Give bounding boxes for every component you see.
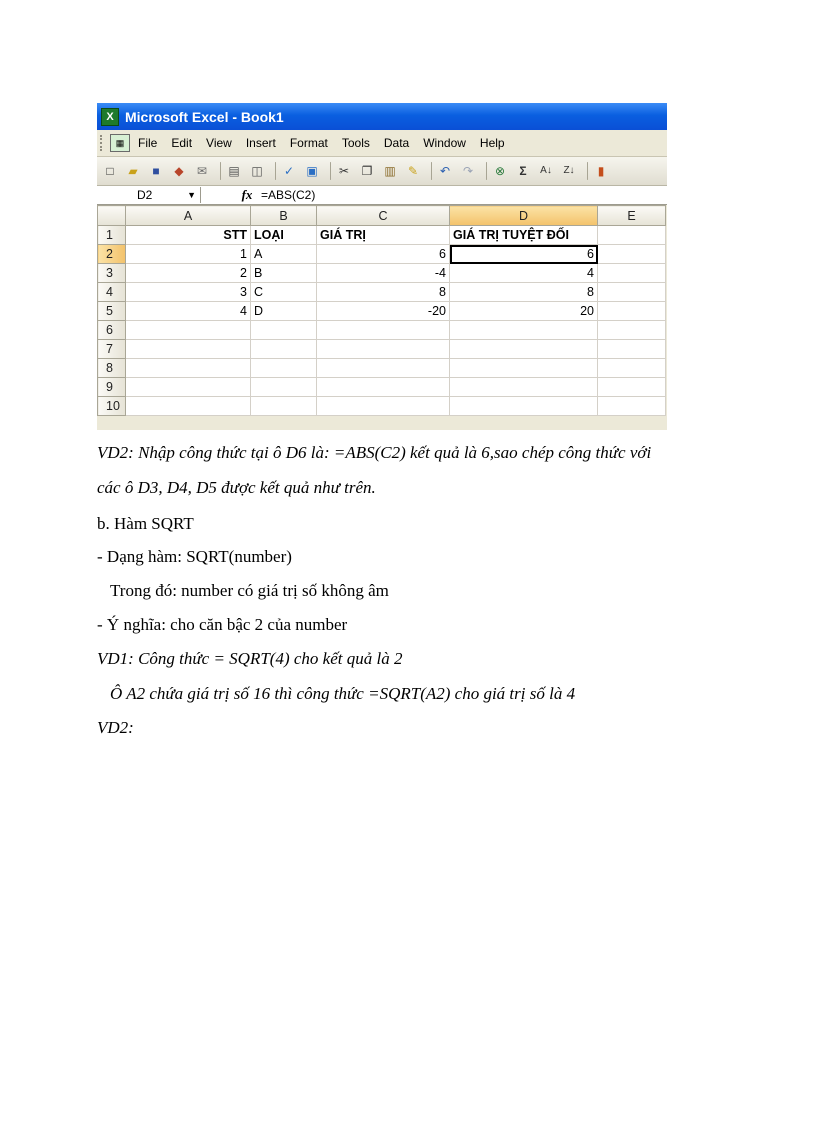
cell-c3[interactable]: -4 [317, 264, 450, 283]
chart-icon[interactable]: ▮ [597, 164, 605, 178]
research-icon[interactable]: ▣ [306, 164, 318, 178]
name-box-value: D2 [137, 188, 153, 202]
excel-screenshot [97, 103, 667, 430]
table-row [98, 378, 666, 397]
sqrt-vd2: VD2: [97, 718, 134, 737]
row-header[interactable]: 8 [98, 359, 126, 378]
column-header-a[interactable]: A [126, 206, 251, 226]
name-box[interactable] [97, 187, 201, 203]
save-icon[interactable]: ■ [152, 164, 160, 178]
grip-handle-icon [100, 135, 106, 151]
toolbar-separator [486, 162, 487, 180]
table-row [98, 226, 666, 245]
cell-a3[interactable]: 2 [126, 264, 251, 283]
excel-title-bar [97, 103, 667, 130]
format-painter-icon[interactable]: ✎ [407, 164, 419, 178]
menu-format[interactable]: Format [289, 136, 328, 150]
row-header[interactable]: 9 [98, 378, 126, 397]
column-header-c[interactable]: C [317, 206, 450, 226]
excel-title: Microsoft Excel - Book1 [125, 108, 284, 125]
standard-toolbar [97, 157, 667, 186]
open-icon[interactable]: ▰ [128, 164, 138, 178]
cell-a8[interactable] [126, 359, 251, 378]
table-row [98, 340, 666, 359]
autosum-icon[interactable]: Σ [519, 164, 527, 178]
menu-help[interactable]: Help [479, 136, 505, 150]
cell-d3[interactable]: 4 [450, 264, 598, 283]
cell-c9[interactable] [317, 378, 450, 397]
cell-c10[interactable] [317, 397, 450, 416]
cell-e4[interactable] [598, 283, 666, 302]
cell-a9[interactable] [126, 378, 251, 397]
toolbar-separator [431, 162, 432, 180]
cell-a4[interactable]: 3 [126, 283, 251, 302]
copy-icon[interactable]: ❐ [361, 164, 373, 178]
toolbar-separator [330, 162, 331, 180]
cell-d1[interactable]: GIÁ TRỊ TUYỆT ĐỐI [450, 226, 598, 245]
cell-d4[interactable]: 8 [450, 283, 598, 302]
cell-b10[interactable] [251, 397, 317, 416]
table-row [98, 264, 666, 283]
menu-data[interactable]: Data [383, 136, 410, 150]
row-header[interactable]: 3 [98, 264, 126, 283]
excel-logo-icon: X [101, 108, 119, 126]
formula-bar [97, 186, 667, 205]
sqrt-form: - Dạng hàm: SQRT(number) [97, 547, 292, 566]
excel-menu-bar [97, 130, 667, 157]
row-header[interactable]: 10 [98, 397, 126, 416]
cell-b9[interactable] [251, 378, 317, 397]
sqrt-vd1: VD1: Công thức = SQRT(4) cho kết quả là 2 [97, 649, 403, 668]
table-row [98, 245, 666, 264]
menu-tools[interactable]: Tools [341, 136, 370, 150]
sqrt-where: Trong đó: number có giá trị số không âm [110, 581, 389, 600]
cell-d10[interactable] [450, 397, 598, 416]
paste-icon[interactable]: ▥ [384, 164, 396, 178]
row-header[interactable]: 1 [98, 226, 126, 245]
cell-e2[interactable] [598, 245, 666, 264]
formula-input[interactable]: =ABS(C2) [261, 188, 316, 202]
row-header[interactable]: 2 [98, 245, 126, 264]
cell-d8[interactable] [450, 359, 598, 378]
cell-b7[interactable] [251, 340, 317, 359]
table-row [98, 302, 666, 321]
cell-c6[interactable] [317, 321, 450, 340]
cell-c8[interactable] [317, 359, 450, 378]
cell-c2[interactable]: 6 [317, 245, 450, 264]
cell-e7[interactable] [598, 340, 666, 359]
spreadsheet-grid [97, 205, 666, 416]
row-header[interactable]: 7 [98, 340, 126, 359]
sort-desc-icon[interactable]: Z↓ [563, 165, 575, 176]
sqrt-meaning: - Ý nghĩa: cho căn bậc 2 của number [97, 615, 348, 634]
workbook-icon[interactable]: ▦ [110, 134, 130, 152]
cut-icon[interactable]: ✂ [338, 164, 350, 178]
cell-a10[interactable] [126, 397, 251, 416]
cell-b6[interactable] [251, 321, 317, 340]
menu-file[interactable]: File [138, 136, 158, 150]
cell-d2[interactable]: 6 [450, 245, 598, 264]
toolbar-separator [220, 162, 221, 180]
cell-d6[interactable] [450, 321, 598, 340]
cell-a1[interactable]: STT [126, 226, 251, 245]
cell-e9[interactable] [598, 378, 666, 397]
cell-b4[interactable]: C [251, 283, 317, 302]
cell-c7[interactable] [317, 340, 450, 359]
menu-window[interactable]: Window [423, 136, 466, 150]
print-icon[interactable]: ▤ [228, 164, 240, 178]
table-row [98, 359, 666, 378]
menu-insert[interactable]: Insert [245, 136, 276, 150]
vd2-line-1: VD2: Nhập công thức tại ô D6 là: =ABS(C2) kết quả là 6,sao chép công thức với [97, 443, 652, 462]
cell-d5[interactable]: 20 [450, 302, 598, 321]
fx-icon[interactable]: fx [241, 187, 253, 202]
spelling-icon[interactable]: ✓ [283, 164, 295, 178]
cell-a2[interactable]: 1 [126, 245, 251, 264]
cell-b5[interactable]: D [251, 302, 317, 321]
menu-edit[interactable]: Edit [171, 136, 193, 150]
heading-sqrt: b. Hàm SQRT [97, 514, 194, 533]
cell-b2[interactable]: A [251, 245, 317, 264]
cell-b1[interactable]: LOẠI [251, 226, 317, 245]
cell-b8[interactable] [251, 359, 317, 378]
print-preview-icon[interactable]: ◫ [251, 164, 263, 178]
table-row [98, 397, 666, 416]
chevron-down-icon[interactable]: ▼ [187, 190, 196, 200]
email-icon[interactable]: ✉ [196, 164, 208, 178]
new-icon[interactable]: □ [106, 164, 114, 178]
undo-icon[interactable]: ↶ [439, 164, 451, 178]
cell-a5[interactable]: 4 [126, 302, 251, 321]
cell-a7[interactable] [126, 340, 251, 359]
cell-b3[interactable]: B [251, 264, 317, 283]
cell-e8[interactable] [598, 359, 666, 378]
cell-d9[interactable] [450, 378, 598, 397]
cell-e10[interactable] [598, 397, 666, 416]
cell-a6[interactable] [126, 321, 251, 340]
vd2-line-2: các ô D3, D4, D5 được kết quả như trên. [97, 478, 376, 497]
cell-d7[interactable] [450, 340, 598, 359]
toolbar-separator [275, 162, 276, 180]
row-header[interactable]: 6 [98, 321, 126, 340]
cell-c5[interactable]: -20 [317, 302, 450, 321]
cell-e3[interactable] [598, 264, 666, 283]
column-header-e[interactable]: E [598, 206, 666, 226]
cell-e6[interactable] [598, 321, 666, 340]
sqrt-vd1-b: Ô A2 chứa giá trị số 16 thì công thức =SQRT(A2) cho giá trị số là 4 [110, 684, 576, 703]
menu-view[interactable]: View [206, 136, 232, 150]
cell-c1[interactable]: GIÁ TRỊ [317, 226, 450, 245]
hyperlink-icon[interactable]: ⊗ [494, 164, 506, 178]
row-header[interactable]: 5 [98, 302, 126, 321]
sort-asc-icon[interactable]: A↓ [540, 165, 552, 176]
redo-icon[interactable]: ↷ [462, 164, 474, 178]
row-header[interactable]: 4 [98, 283, 126, 302]
table-row [98, 321, 666, 340]
cell-c4[interactable]: 8 [317, 283, 450, 302]
toolbar-separator [587, 162, 588, 180]
select-all-corner[interactable] [98, 206, 126, 226]
column-header-d[interactable]: D [450, 206, 598, 226]
permission-icon[interactable]: ◆ [174, 164, 184, 178]
cell-e5[interactable] [598, 302, 666, 321]
cell-e1[interactable] [598, 226, 666, 245]
column-header-b[interactable]: B [251, 206, 317, 226]
table-row [98, 283, 666, 302]
